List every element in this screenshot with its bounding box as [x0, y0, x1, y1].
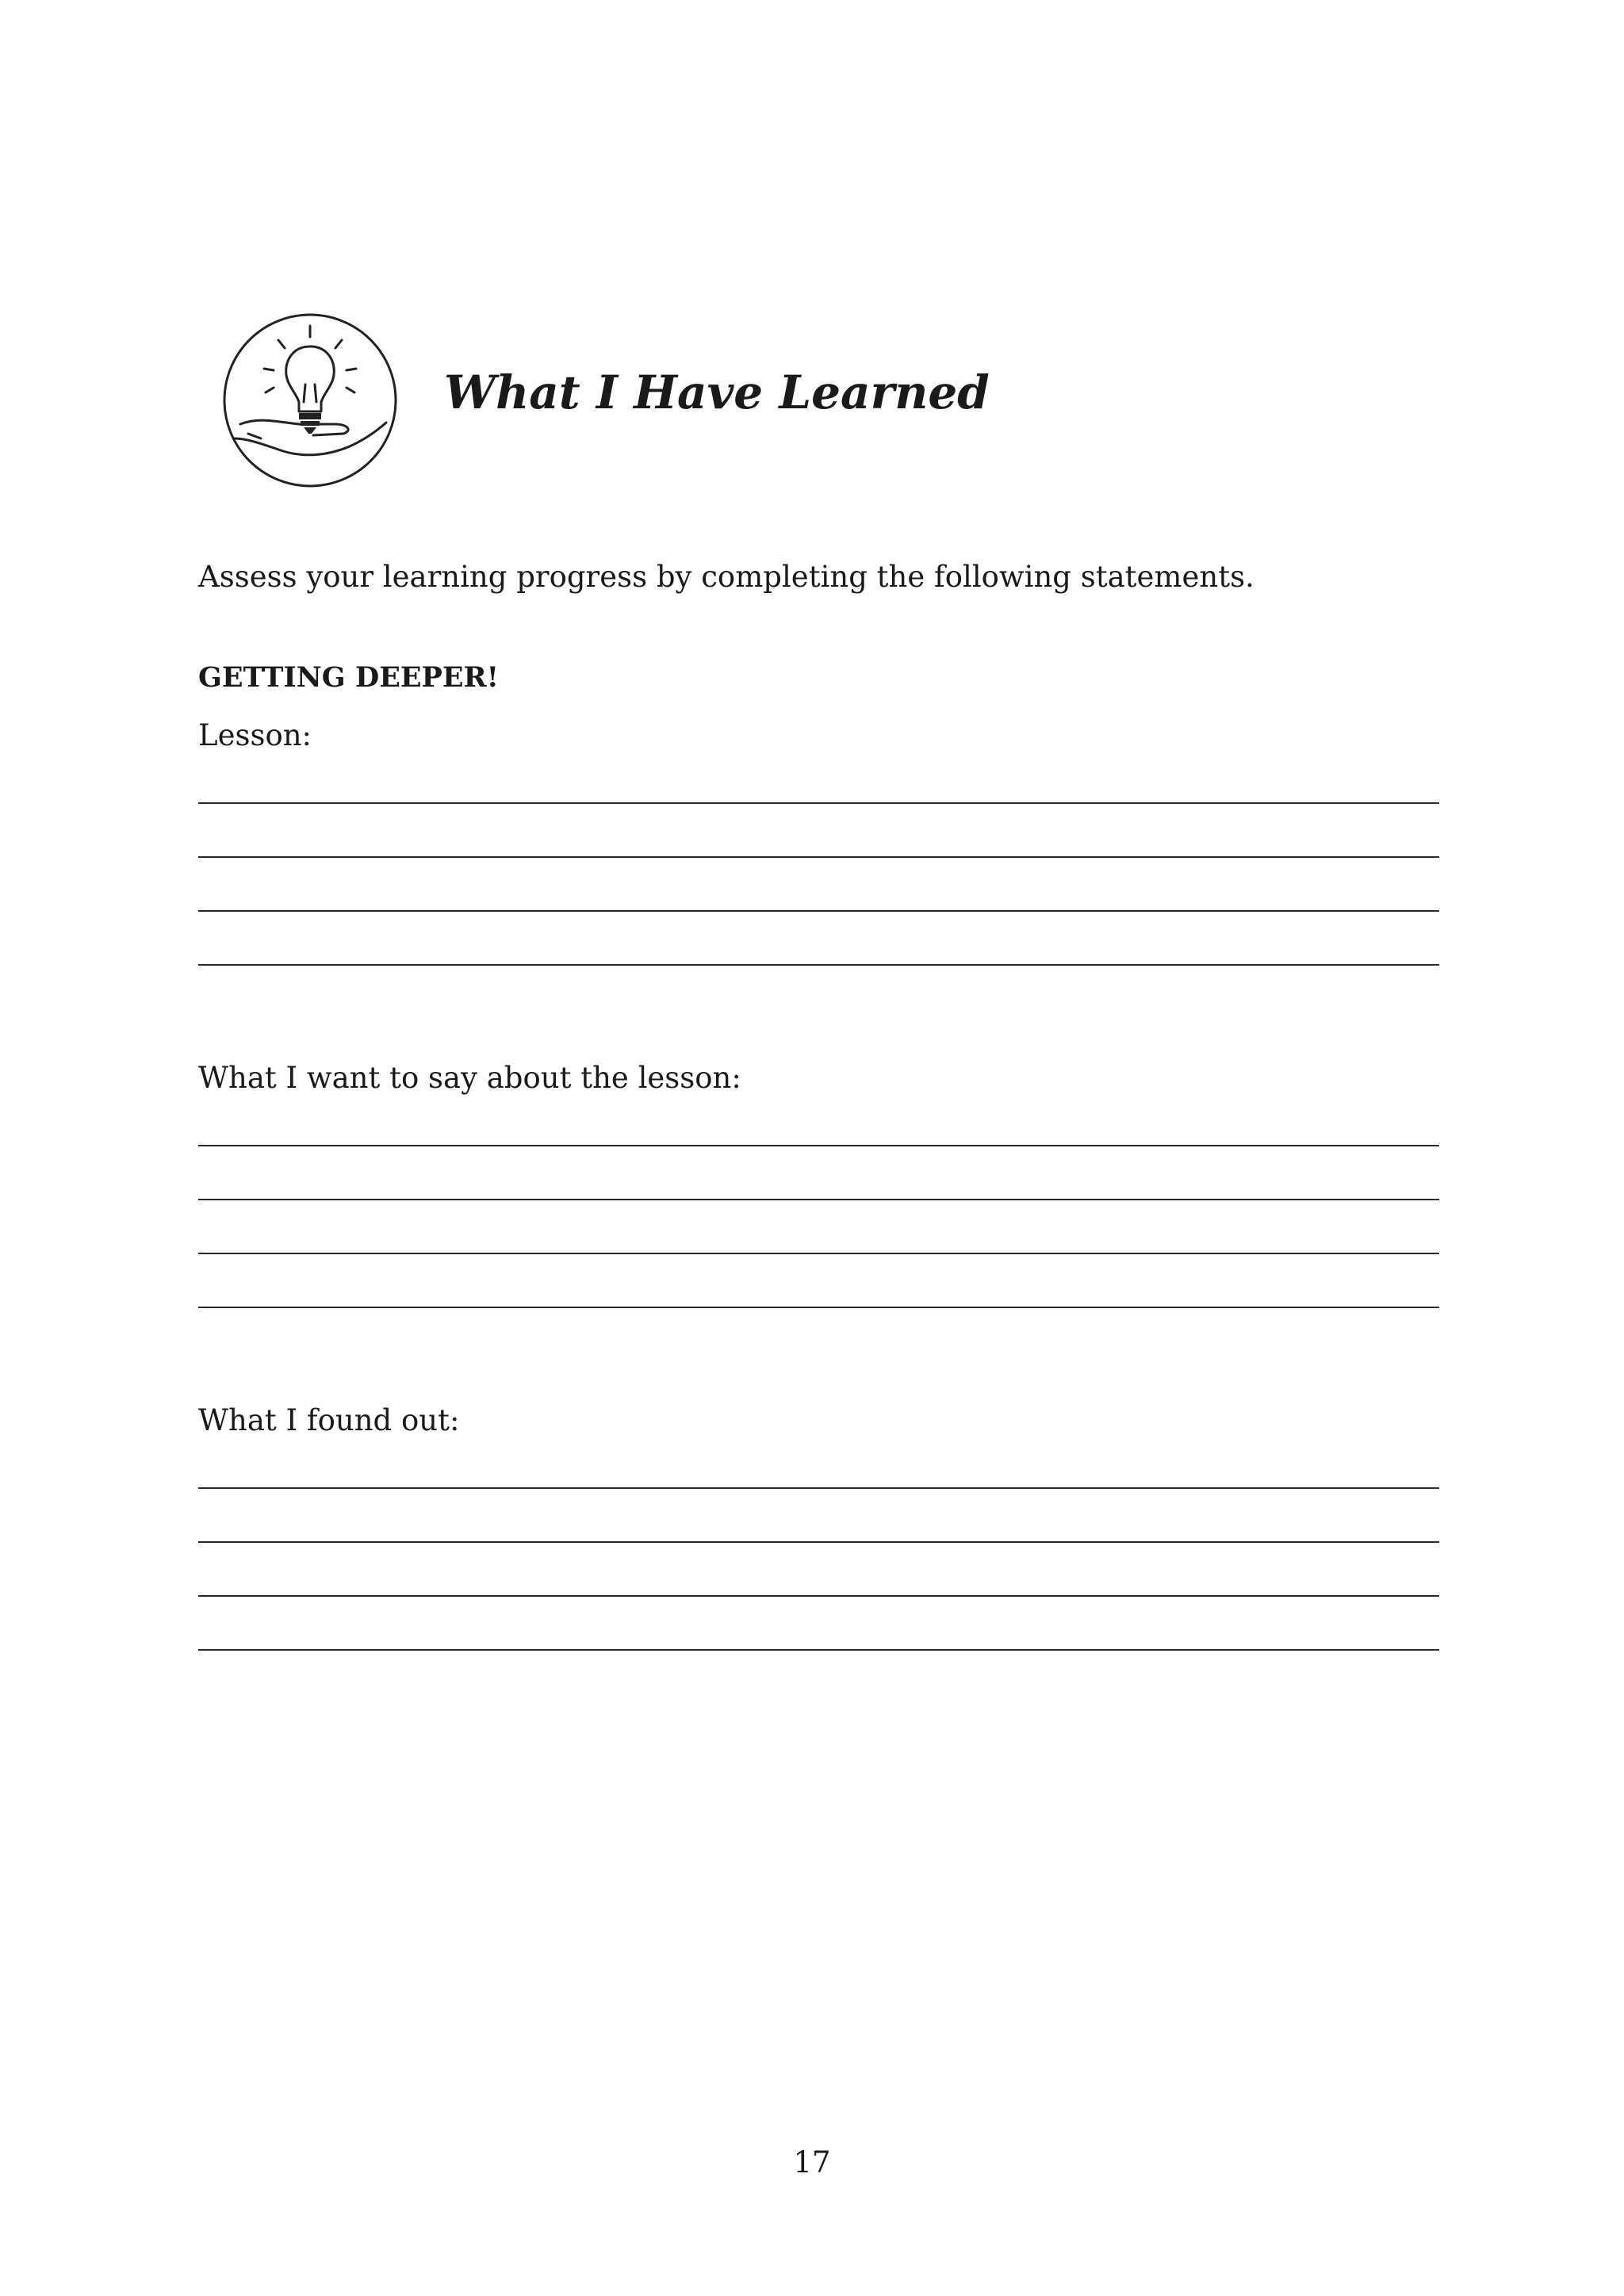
answer-line[interactable]: [198, 910, 1439, 912]
answer-line[interactable]: [198, 856, 1439, 858]
answer-line[interactable]: [198, 1649, 1439, 1651]
section-heading: GETTING DEEPER!: [198, 661, 500, 694]
answer-line[interactable]: [198, 1145, 1439, 1146]
prompt-what-i-found-out: What I found out:: [198, 1403, 460, 1437]
answer-line[interactable]: [198, 1307, 1439, 1308]
instructions-text: Assess your learning progress by completing the following statements.: [198, 560, 1254, 594]
answer-line[interactable]: [198, 1253, 1439, 1254]
page-number: 17: [793, 2145, 831, 2179]
answer-line[interactable]: [198, 1541, 1439, 1543]
answer-line[interactable]: [198, 802, 1439, 804]
answer-line[interactable]: [198, 964, 1439, 966]
answer-line[interactable]: [198, 1487, 1439, 1489]
answer-line[interactable]: [198, 1199, 1439, 1200]
prompt-what-i-want-to-say: What I want to say about the lesson:: [198, 1061, 741, 1095]
answer-line[interactable]: [198, 1595, 1439, 1597]
prompt-lesson: Lesson:: [198, 718, 312, 752]
lightbulb-in-hand-icon: [216, 305, 403, 496]
page-title: What I Have Learned: [444, 365, 990, 419]
